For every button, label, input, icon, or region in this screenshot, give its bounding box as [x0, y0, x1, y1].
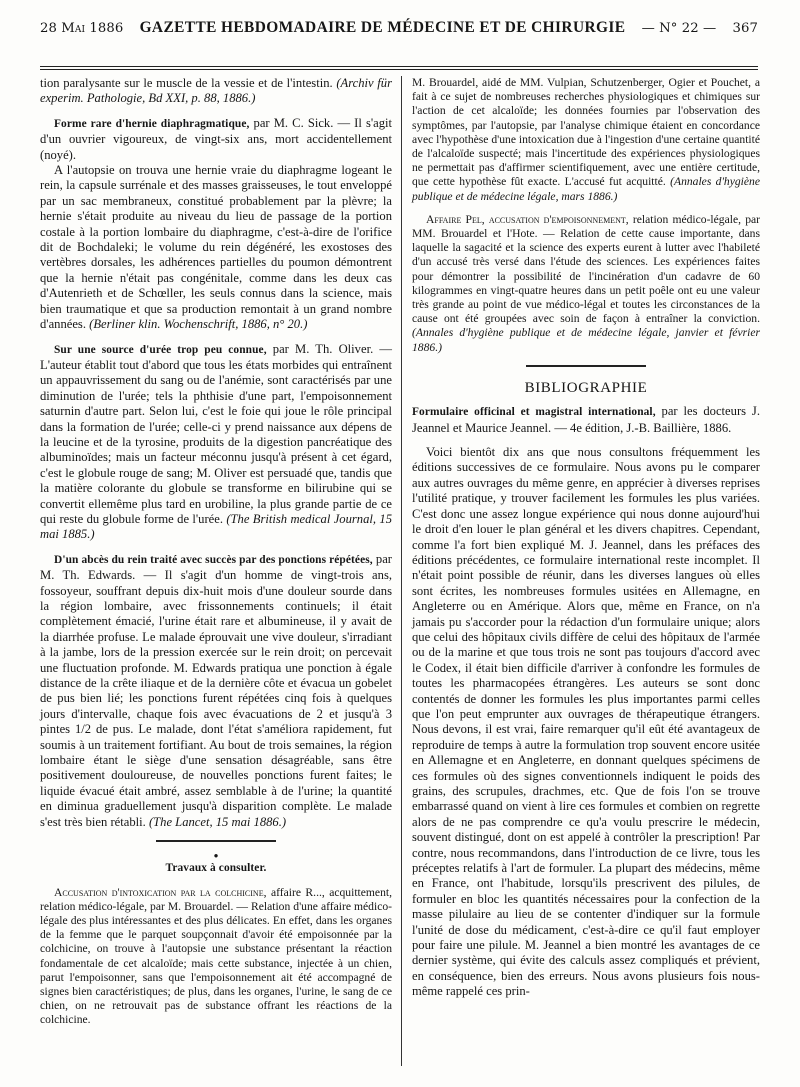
right-column — [412, 76, 760, 1000]
running-header — [40, 14, 758, 42]
travaux-heading: Travaux à consulter. — [165, 862, 267, 875]
article-edwards: D'un abcès du rein traité avec succès par des ponctions répétées, par M. Th. Edwards. — Il s'agit d'un homme de vingt-trois ans, fossoyeur, souffrant depuis dix-huit mois d'une douleur sourde dans la région lombaire, avec frissonnements continuels; il était complètement émacié, l'urine était rare et albumineuse, il y avait de la diarrhée profuse. Le malade éprouvait une vive douleur, s'irradiant à la jambe, lors de la pression exercée sur le rein droit; on percevait une fluctuation profonde. M. Edwards pratiqua une ponction à égale distance de la crête iliaque et de la dernière côte et évacua un gobelet de pus bien lié; les ponctions furent répétées cinq fois à quelques jours d'intervalle, chaque fois avec évacuations de 2 et jusqu'à 3 pintes 1/2 de pus. Le malade, dont l'état s'améliora rapidement, fut soumis à un traitement fortifiant. Au bout de trois semaines, la région lombaire étant le siège d'une sensation désagréable, sans être positivement douloureuse, de nouvelles ponctions furent faites; le liquide évacué était ambré, assez semblable à de l'urine; la quantité en diminua graduellement jusqu'à disparition complète. Le malade s'est très bien rétabli. (The Lancet, 15 mai 1886.) — [40, 551, 392, 829]
section-title: Forme rare d'hernie diaphragmatique, — [54, 117, 250, 130]
header-date: 28 Mai 1886 — [40, 20, 124, 36]
article-sick: Forme rare d'hernie diaphragmatique, par M. C. Sick. — Il s'agit d'un ouvrier vigoureux, de vingt-six ans, mort accidentellement (noyé). — [40, 115, 393, 162]
paragraph: A l'autopsie on trouva une hernie vraie du diaphragme logeant le rein, la capsule surrénale et des masses graisseuses, le tout enveloppé par un sac membraneux, constitué probablement par la plèvre; la hernie s'était produite au niveau du lieu de passage de la portion costale à la portion lombaire du diaphragme, c'est-à-dire de l'orifice dit de Bochdaleki; le volume du rein dégénéré, les exostoses des vertèbres dorsales, les adhérences partielles du poumon démontrent que la hernie n'était pas congénitale, comme dans les deux cas d'Autenrieth et de Schœller, les seuls connus dans la science, mais bien traumatique et que sa production remontait à un grand nombre d'années. (Berliner klin. Wochenschrift, 1886, n° 20.) — [40, 163, 392, 332]
issue-number: — N° 22 — — [641, 20, 717, 36]
section-divider — [156, 840, 276, 842]
section-divider — [526, 365, 646, 367]
ornament: ● — [213, 851, 219, 861]
left-column — [40, 76, 392, 1028]
bibliography-heading: BIBLIOGRAPHIE — [524, 379, 648, 396]
paragraph: M. Brouardel, aidé de MM. Vulpian, Schutzenberger, Ogier et Pouchet, a fait à ce sujet de nombreuses recherches physiologiques et chimiques sur l'action de cet alcaloïde; les données fournies par l'observation des symptômes, par l'autopsie, par l'analyse chimique étaient en concordance avec l'hypothèse d'une intoxication due à l'ingestion d'une certaine quantité de l'alcaloïde suspecté; mais l'incertitude des expériences physiologiques ne permettait pas d'affirmer scientifiquement, avec une entière certitude, que cette hypothèse fût exacte. L'accusé fut acquitté. (Annales d'hygiène publique et de médecine légale, mars 1886.) — [412, 76, 761, 203]
article-oliver: Sur une source d'urée trop peu connue, par M. Th. Oliver. — L'auteur établit tout d'abord que tous les états morbides qui entraînent un appauvrissement du sang ou de l'anémie, sont caractérisés par une diminution de l'urée; tels la phthisie d'une part, l'empoisonnement saturnin d'autre part. Selon lui, c'est le foie qui joue le rôle principal dans la formation de l'urée; celle-ci y prend naissance aux dépens de la leucine et de la tyrosine, produits de la digestion pancréatique des albuminoïdes; mais un facteur méconnu jusqu'à présent à cet égard, c'est le globule rouge de sang; M. Oliver est persuadé que, tandis que la matière colorante du globule se transforme en bilirubine qui se convertit ellemême plus tard en urobiline, la plus grande partie de ce qui reste du globule forme de l'urée. (The British medical Journal, 15 mai 1885.) — [40, 341, 392, 542]
journal-title: GAZETTE HEBDOMADAIRE DE MÉDECINE ET DE CHIRURGIE — [139, 19, 626, 36]
affaire-pel: Affaire Pel, accusation d'empoisonnement, relation médico-légale, par MM. Brouardel et l'Hote. — Relation de cette cause importante, dans laquelle la sagacité et la science des experts eurent à lutter avec l'habileté d'un accusé très versé dans l'étude des sciences. Les expériences faites pour démontrer la possibilité de l'incinération d'un cadavre de 60 kilogrammes en vingt-quatre heures dans un petit poêle ont eu une valeur très grande au point de vue médico-légal et toutes les circonstances de la cause ont été groupées avec soin de façon à entraîner la conviction. (Annales d'hygiène publique et de médecine légale, janvier et février 1886.) — [412, 212, 760, 354]
book-reference: Formulaire officinal et magistral international, par les docteurs J. Jeannel et Maurice Jeannel. — 4e édition, J.-B. Baillière, 1886. — [412, 404, 760, 435]
section-title: D'un abcès du rein traité avec succès par des ponctions répétées, — [54, 553, 373, 566]
paragraph: tion paralysante sur le muscle de la vessie et de l'intestin. (Archiv für experim. Pathologie, Bd XXI, p. 88, 1886.) — [40, 76, 393, 106]
page-number: 367 — [732, 20, 758, 36]
section-title: Sur une source d'urée trop peu connue, — [54, 343, 267, 356]
review-text: Voici bientôt dix ans que nous consultons fréquemment les éditions successives de ce formulaire. Nous avons pu le comparer aux autres ouvrages du même genre, en apprécier à diverses reprises l'utilité pratique, y trouver facilement les formules les plus variées. C'est donc une assez longue expérience qui nous donne aujourd'hui le droit d'en louer le plan général et les divers chapitres. Cependant, comme l'a fort bien expliqué M. J. Jeannel, dans les préfaces des éditions précédentes, ce formulaire international reste incomplet. Il n'était point possible de réunir, dans les diverses langues où elles sont écrites, les nombreuses formules usitées en Allemagne, en Angleterre ou en Amérique. Alors que, même en France, on n'a jamais pu s'accorder pour la rédaction d'un formulaire unique; alors que celui des hôpitaux civils diffère de celui des hôpitaux de l'armée ou de la marine et que tous trois ne sont pas toujours d'accord avec le Codex, il était bien difficile d'arriver à confondre les formules de toutes les pharmacopées étrangères. Les auteurs se sont donc contentés de donner les formules les plus importantes parmi celles que l'on peut emprunter aux ouvrages de thérapeutique étrangers. Nous devons, il est vrai, faire remarquer qu'il eût été avantageux de reproduire de temps à autre la formulation trop souvent encore usitée en Allemagne et en Angleterre, en donnant quelques spécimens de ces formules où des signes conventionnels indiquent le poids des grains, des scrupules, drachmes, etc. Que de fois l'on se trouve embarrassé quand on vient à lire ces formules et combien on regrette alors de ne pas comprendre ce qu'a voulu prescrire le médecin, souvent distingué, dont on est appelé à contrôler la prescription! Par contre, nous recommandons, dans l'introduction de ce livre, tous les préceptes relatifs à l'art de formuler. La plupart des médecins, même en France, ont l'habitude, lorsqu'ils prescrivent des pilules, de formuler en bloc les quantités nécessaires pour la confection de la masse pilulaire au lieu de se contenter d'indiquer sur la formule l'unité de dose du médicament, c'est-à-dire ce qu'il faut employer pour faire une pilule. M. Jeannel a bien montré les avantages de ce dernier système, qui évite des calculs assez compliqués et prévient, en conséquence, bien des erreurs. Nous avons plusieurs fois nous-même rappelé ces prin- — [412, 445, 760, 999]
column-separator — [401, 76, 402, 1066]
header-rule — [40, 66, 758, 67]
travaux-colchicine: Accusation d'intoxication par la colchicine, affaire R..., acquittement, relation médico-légale, par M. Brouardel. — Relation d'une affaire médico-légale des plus intéressantes et des plus délicates. En effet, dans les organes de la femme que le parquet soupçonnait d'avoir été empoisonnée par la colchicine, on trouve à l'autopsie une substance présentant la réaction fondamentale de cet alcaloïde; mais cette substance, injectée à un chien, parut l'empoisonner, sans que l'empoisonnement ait été accompagné de signes bien caractéristiques; de plus, dans les organes, l'urine, le sang de ce chien, on ne retrouvait pas de substance offrant les réactions de la colchicine. — [40, 885, 392, 1027]
header-rule-double — [40, 69, 758, 70]
